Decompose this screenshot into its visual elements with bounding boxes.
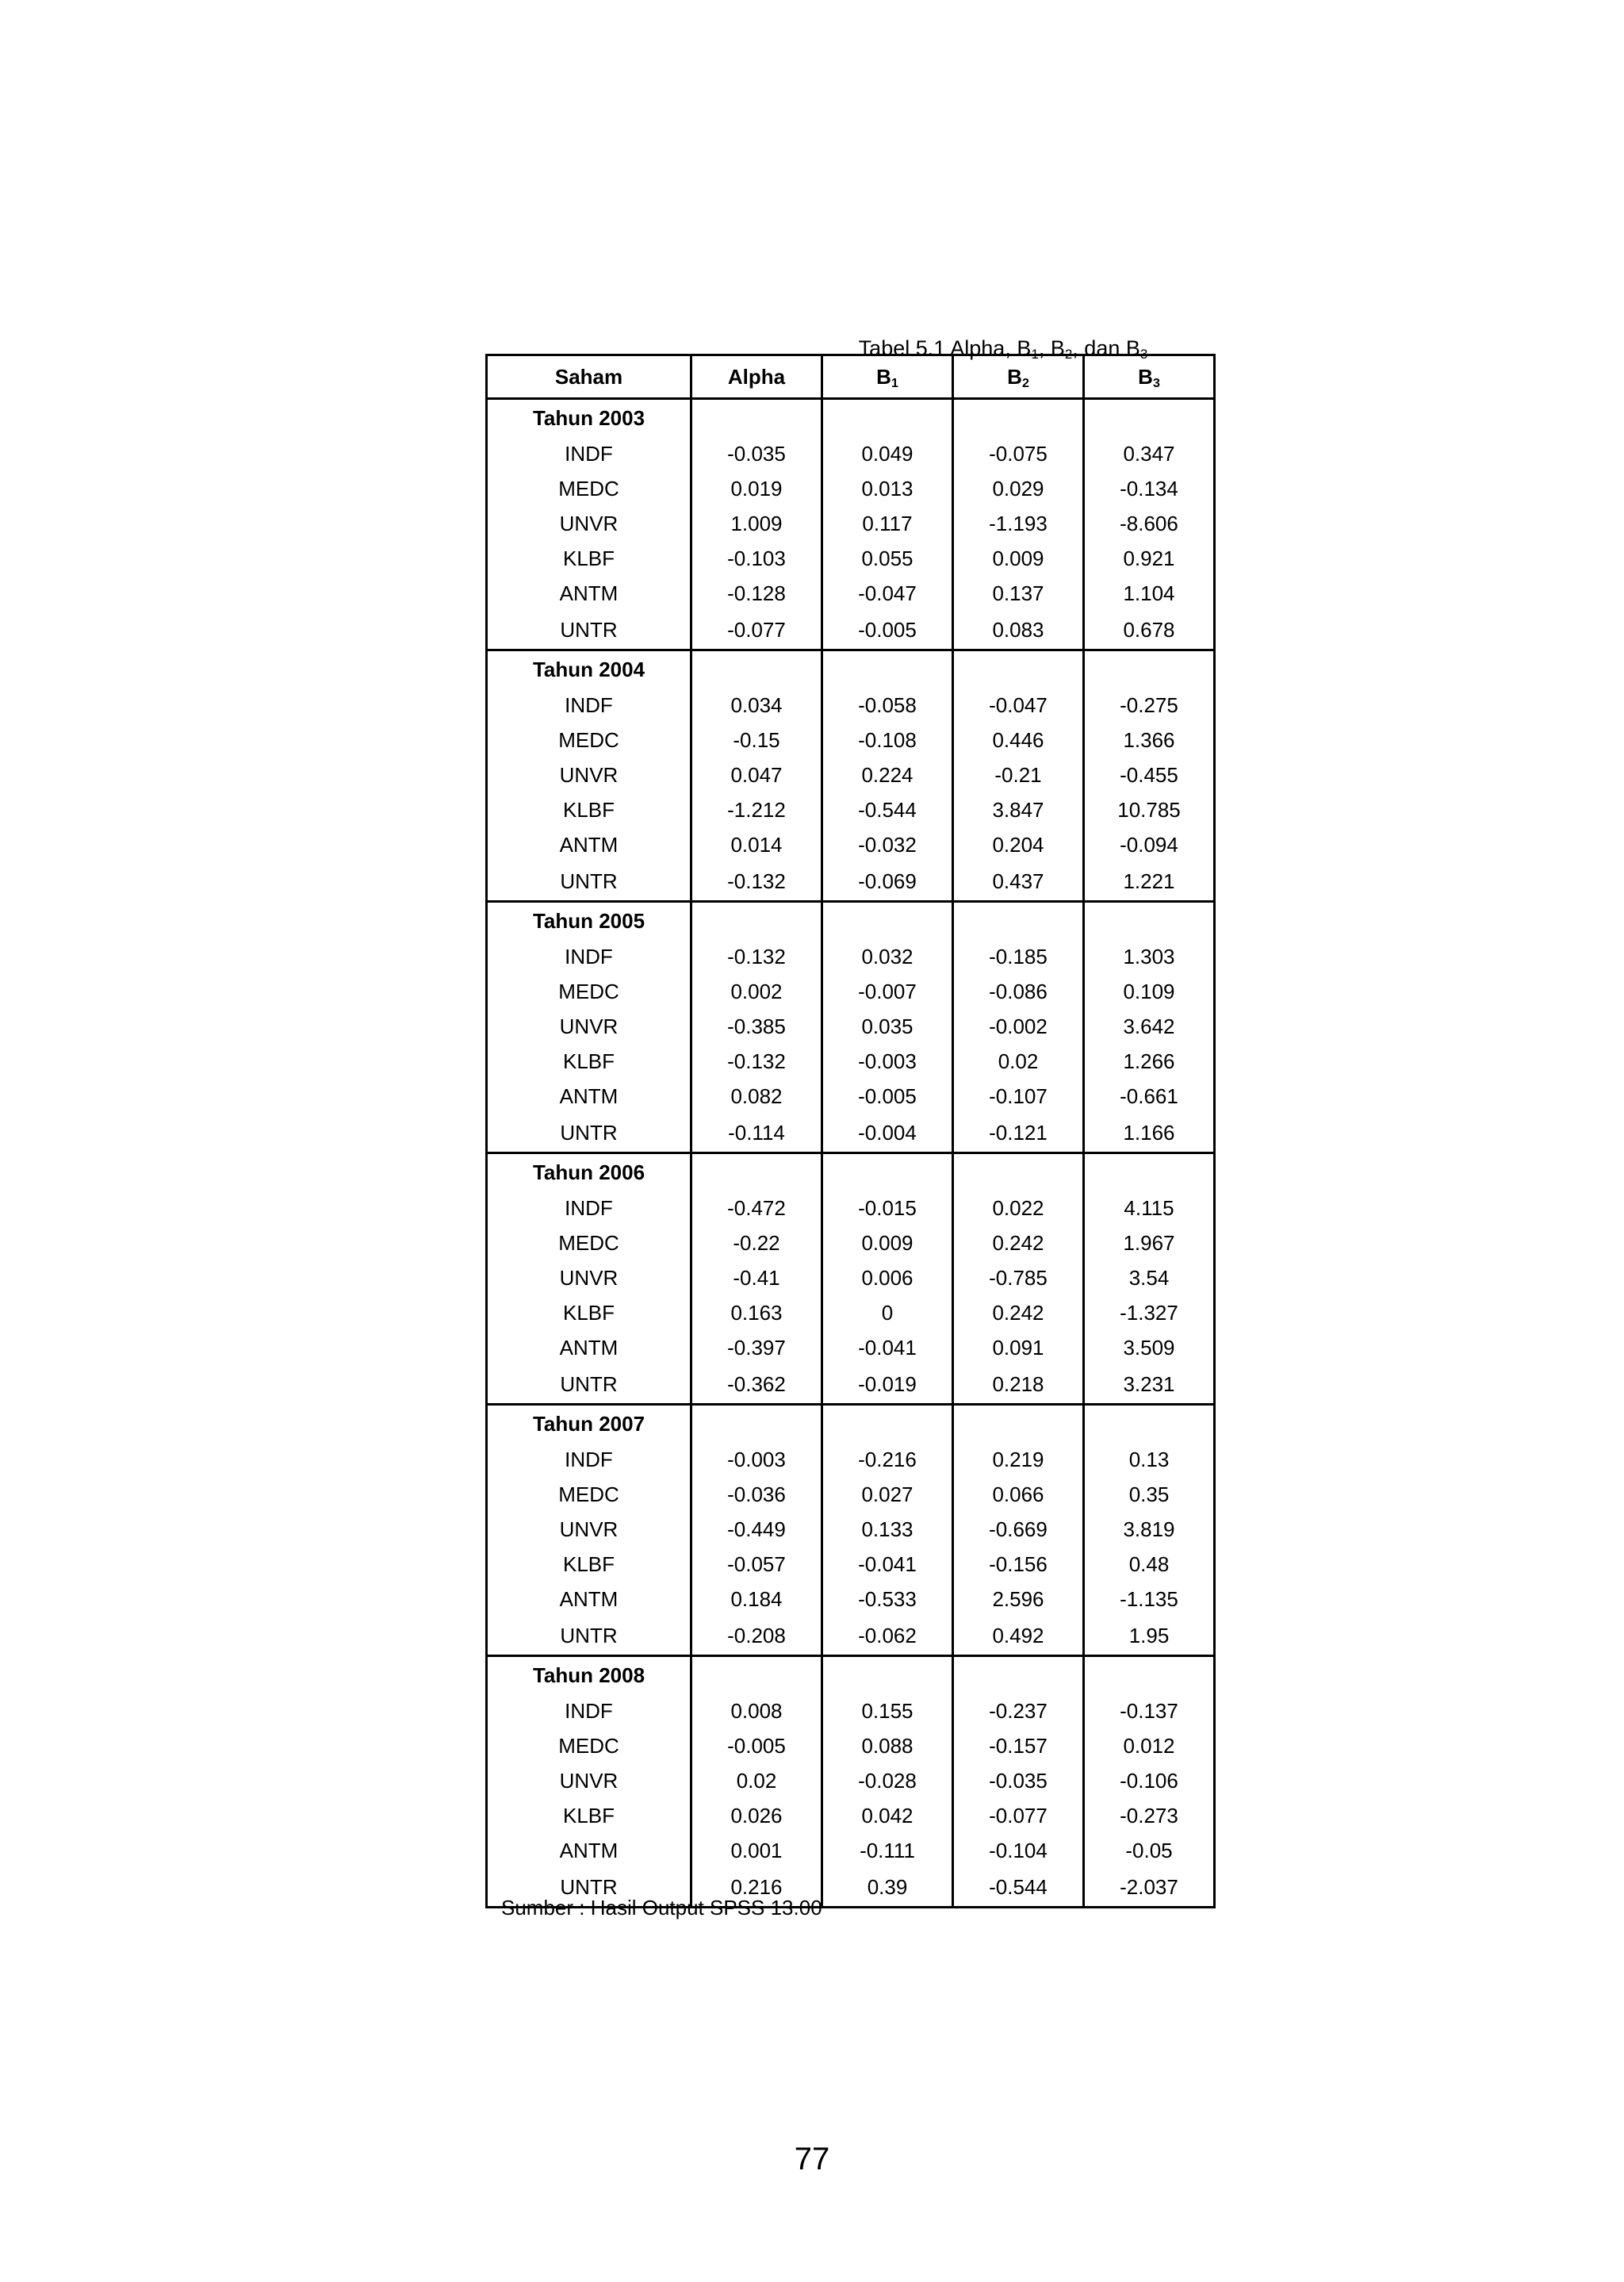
- cell-b3: 1.95: [1084, 1617, 1215, 1656]
- source-note: Sumber : Hasil Output SPSS 13.00: [501, 1896, 822, 1920]
- cell-b1: -0.032: [822, 827, 953, 862]
- empty-cell: [691, 1656, 822, 1694]
- cell-b1: 0.032: [822, 939, 953, 974]
- cell-alpha: 0.163: [691, 1295, 822, 1330]
- cell-b2: 3.847: [953, 792, 1084, 827]
- year-row: [487, 650, 1215, 688]
- empty-cell: [822, 1153, 953, 1191]
- cell-b1: 0.088: [822, 1728, 953, 1763]
- year-row: [487, 902, 1215, 940]
- cell-b1: -0.216: [822, 1442, 953, 1477]
- cell-alpha: -0.005: [691, 1728, 822, 1763]
- cell-alpha: -0.077: [691, 611, 822, 650]
- cell-saham: UNTR: [487, 1114, 691, 1153]
- table-row: [487, 1225, 1215, 1260]
- cell-alpha: -0.132: [691, 1044, 822, 1079]
- empty-cell: [691, 1153, 822, 1191]
- cell-b2: 0.218: [953, 1365, 1084, 1405]
- cell-alpha: -0.035: [691, 436, 822, 471]
- cell-b1: 0.009: [822, 1225, 953, 1260]
- cell-saham: INDF: [487, 436, 691, 471]
- table-row: [487, 1330, 1215, 1365]
- year-row: [487, 1656, 1215, 1694]
- cell-saham: MEDC: [487, 1225, 691, 1260]
- table-row: [487, 827, 1215, 862]
- cell-b2: 2.596: [953, 1582, 1084, 1617]
- year-label: Tahun 2005: [487, 902, 691, 940]
- cell-b1: -0.047: [822, 576, 953, 611]
- cell-b3: 3.509: [1084, 1330, 1215, 1365]
- cell-alpha: 0.184: [691, 1582, 822, 1617]
- cell-alpha: 1.009: [691, 506, 822, 541]
- cell-b3: 0.921: [1084, 541, 1215, 576]
- year-row: [487, 399, 1215, 437]
- cell-b3: 1.221: [1084, 862, 1215, 902]
- cell-b3: -0.275: [1084, 688, 1215, 723]
- cell-saham: UNVR: [487, 1009, 691, 1044]
- cell-b2: -0.121: [953, 1114, 1084, 1153]
- cell-saham: UNVR: [487, 1260, 691, 1295]
- cell-b1: -0.111: [822, 1833, 953, 1868]
- cell-b3: -0.273: [1084, 1798, 1215, 1833]
- table-row: [487, 1798, 1215, 1833]
- cell-saham: KLBF: [487, 1798, 691, 1833]
- cell-b2: 0.091: [953, 1330, 1084, 1365]
- cell-saham: ANTM: [487, 1582, 691, 1617]
- cell-b1: -0.058: [822, 688, 953, 723]
- cell-b3: 3.642: [1084, 1009, 1215, 1044]
- empty-cell: [953, 399, 1084, 437]
- cell-b1: 0.013: [822, 471, 953, 506]
- cell-alpha: -0.003: [691, 1442, 822, 1477]
- cell-saham: UNVR: [487, 1512, 691, 1547]
- table-row: [487, 1114, 1215, 1153]
- empty-cell: [953, 1153, 1084, 1191]
- cell-b3: 0.012: [1084, 1728, 1215, 1763]
- cell-alpha: -0.128: [691, 576, 822, 611]
- cell-saham: UNTR: [487, 1617, 691, 1656]
- empty-cell: [1084, 650, 1215, 688]
- cell-b2: 0.219: [953, 1442, 1084, 1477]
- cell-b2: -0.185: [953, 939, 1084, 974]
- table-row: [487, 1582, 1215, 1617]
- cell-alpha: -0.472: [691, 1191, 822, 1225]
- empty-cell: [953, 650, 1084, 688]
- cell-b3: 0.35: [1084, 1477, 1215, 1512]
- year-row: [487, 1153, 1215, 1191]
- cell-alpha: -0.114: [691, 1114, 822, 1153]
- cell-b1: 0.035: [822, 1009, 953, 1044]
- cell-b3: 1.104: [1084, 576, 1215, 611]
- cell-b1: -0.533: [822, 1582, 953, 1617]
- cell-b1: 0: [822, 1295, 953, 1330]
- cell-b1: -0.005: [822, 1079, 953, 1114]
- cell-alpha: 0.034: [691, 688, 822, 723]
- cell-b1: 0.39: [822, 1868, 953, 1908]
- year-row: [487, 1405, 1215, 1443]
- cell-b1: -0.041: [822, 1330, 953, 1365]
- table-row: [487, 1191, 1215, 1225]
- table-row: [487, 1260, 1215, 1295]
- cell-b3: 1.967: [1084, 1225, 1215, 1260]
- table-row: [487, 436, 1215, 471]
- cell-b1: -0.041: [822, 1547, 953, 1582]
- cell-b2: -0.077: [953, 1798, 1084, 1833]
- empty-cell: [1084, 902, 1215, 940]
- empty-cell: [822, 902, 953, 940]
- cell-b3: -0.106: [1084, 1763, 1215, 1798]
- cell-alpha: -0.132: [691, 939, 822, 974]
- header-row: [487, 355, 1215, 399]
- table-row: [487, 576, 1215, 611]
- cell-b1: -0.028: [822, 1763, 953, 1798]
- cell-b3: 4.115: [1084, 1191, 1215, 1225]
- cell-b3: -0.05: [1084, 1833, 1215, 1868]
- cell-b2: 0.029: [953, 471, 1084, 506]
- cell-saham: INDF: [487, 1693, 691, 1728]
- table-row: [487, 688, 1215, 723]
- cell-saham: ANTM: [487, 1833, 691, 1868]
- table-row: [487, 1365, 1215, 1405]
- cell-alpha: 0.047: [691, 757, 822, 792]
- cell-b3: 1.166: [1084, 1114, 1215, 1153]
- cell-b1: -0.544: [822, 792, 953, 827]
- cell-b2: -0.086: [953, 974, 1084, 1009]
- header-saham: Saham: [487, 355, 691, 399]
- table-row: [487, 471, 1215, 506]
- cell-saham: MEDC: [487, 1477, 691, 1512]
- cell-b1: 0.055: [822, 541, 953, 576]
- cell-saham: KLBF: [487, 792, 691, 827]
- cell-b3: 3.54: [1084, 1260, 1215, 1295]
- table-row: [487, 723, 1215, 757]
- year-label: Tahun 2007: [487, 1405, 691, 1443]
- cell-b1: -0.062: [822, 1617, 953, 1656]
- table-row: [487, 506, 1215, 541]
- empty-cell: [1084, 1153, 1215, 1191]
- table-row: [487, 1728, 1215, 1763]
- cell-b2: 0.492: [953, 1617, 1084, 1656]
- cell-b2: 0.204: [953, 827, 1084, 862]
- header-b2: $B_2$: [953, 355, 1084, 399]
- empty-cell: [822, 650, 953, 688]
- cell-b3: 0.678: [1084, 611, 1215, 650]
- cell-b3: 0.109: [1084, 974, 1215, 1009]
- table-row: [487, 611, 1215, 650]
- empty-cell: [953, 1405, 1084, 1443]
- cell-b2: -0.669: [953, 1512, 1084, 1547]
- cell-b2: -0.157: [953, 1728, 1084, 1763]
- cell-alpha: 0.026: [691, 1798, 822, 1833]
- cell-saham: MEDC: [487, 974, 691, 1009]
- empty-cell: [953, 1656, 1084, 1694]
- year-group: [487, 1405, 1215, 1656]
- table-row: [487, 1512, 1215, 1547]
- cell-b3: 10.785: [1084, 792, 1215, 827]
- cell-b1: -0.015: [822, 1191, 953, 1225]
- empty-cell: [822, 1405, 953, 1443]
- header-b1: $B_1$: [822, 355, 953, 399]
- cell-saham: MEDC: [487, 471, 691, 506]
- cell-saham: KLBF: [487, 1547, 691, 1582]
- cell-b1: 0.042: [822, 1798, 953, 1833]
- year-label: Tahun 2003: [487, 399, 691, 437]
- cell-b1: -0.005: [822, 611, 953, 650]
- cell-b3: 0.13: [1084, 1442, 1215, 1477]
- cell-b2: 0.446: [953, 723, 1084, 757]
- cell-saham: UNVR: [487, 757, 691, 792]
- cell-b2: -0.21: [953, 757, 1084, 792]
- cell-b3: 3.819: [1084, 1512, 1215, 1547]
- cell-b3: -1.135: [1084, 1582, 1215, 1617]
- cell-alpha: -0.15: [691, 723, 822, 757]
- table-row: [487, 1547, 1215, 1582]
- cell-alpha: -0.103: [691, 541, 822, 576]
- cell-saham: UNTR: [487, 862, 691, 902]
- cell-b3: -0.094: [1084, 827, 1215, 862]
- cell-saham: INDF: [487, 1191, 691, 1225]
- cell-b2: -0.047: [953, 688, 1084, 723]
- cell-alpha: 0.008: [691, 1693, 822, 1728]
- table-row: [487, 1693, 1215, 1728]
- cell-b1: 0.049: [822, 436, 953, 471]
- empty-cell: [691, 902, 822, 940]
- cell-b2: 0.009: [953, 541, 1084, 576]
- table-row: [487, 1079, 1215, 1114]
- cell-saham: UNTR: [487, 1365, 691, 1405]
- cell-saham: KLBF: [487, 1044, 691, 1079]
- cell-b1: 0.155: [822, 1693, 953, 1728]
- empty-cell: [1084, 1405, 1215, 1443]
- cell-b3: -1.327: [1084, 1295, 1215, 1330]
- cell-b2: 0.083: [953, 611, 1084, 650]
- cell-saham: UNVR: [487, 506, 691, 541]
- cell-b2: -0.035: [953, 1763, 1084, 1798]
- cell-saham: KLBF: [487, 541, 691, 576]
- cell-b2: -0.237: [953, 1693, 1084, 1728]
- year-group: [487, 650, 1215, 902]
- cell-alpha: 0.002: [691, 974, 822, 1009]
- empty-cell: [691, 650, 822, 688]
- year-label: Tahun 2004: [487, 650, 691, 688]
- cell-saham: MEDC: [487, 723, 691, 757]
- header-alpha: Alpha: [691, 355, 822, 399]
- cell-alpha: 0.02: [691, 1763, 822, 1798]
- cell-b2: 0.437: [953, 862, 1084, 902]
- cell-b3: 1.266: [1084, 1044, 1215, 1079]
- year-group: [487, 902, 1215, 1153]
- cell-b1: -0.003: [822, 1044, 953, 1079]
- table-row: [487, 939, 1215, 974]
- cell-saham: INDF: [487, 939, 691, 974]
- cell-alpha: -0.41: [691, 1260, 822, 1295]
- cell-alpha: 0.216: [691, 1868, 822, 1908]
- table-row: [487, 1295, 1215, 1330]
- cell-b2: 0.137: [953, 576, 1084, 611]
- cell-alpha: 0.014: [691, 827, 822, 862]
- cell-b2: -0.002: [953, 1009, 1084, 1044]
- year-group: [487, 1656, 1215, 1908]
- header-b3: $B_3$: [1084, 355, 1215, 399]
- cell-saham: ANTM: [487, 1079, 691, 1114]
- cell-alpha: -0.449: [691, 1512, 822, 1547]
- cell-b1: 0.117: [822, 506, 953, 541]
- cell-alpha: 0.019: [691, 471, 822, 506]
- cell-saham: INDF: [487, 1442, 691, 1477]
- empty-cell: [822, 399, 953, 437]
- cell-alpha: -0.036: [691, 1477, 822, 1512]
- cell-saham: INDF: [487, 688, 691, 723]
- cell-alpha: 0.001: [691, 1833, 822, 1868]
- table-row: [487, 541, 1215, 576]
- table-row: [487, 1044, 1215, 1079]
- cell-b1: -0.007: [822, 974, 953, 1009]
- cell-b3: -0.134: [1084, 471, 1215, 506]
- cell-alpha: -0.22: [691, 1225, 822, 1260]
- cell-b1: 0.224: [822, 757, 953, 792]
- year-label: Tahun 2008: [487, 1656, 691, 1694]
- cell-saham: KLBF: [487, 1295, 691, 1330]
- cell-b1: -0.108: [822, 723, 953, 757]
- beta-table: [485, 354, 1216, 1908]
- page-number: 77: [794, 2142, 830, 2177]
- table-caption: Tabel 5.1 Alpha, $B_1$, $B_2$, dan $B_3$: [858, 336, 1148, 362]
- cell-saham: UNVR: [487, 1763, 691, 1798]
- cell-b3: 0.48: [1084, 1547, 1215, 1582]
- empty-cell: [691, 399, 822, 437]
- year-label: Tahun 2006: [487, 1153, 691, 1191]
- cell-b2: 0.066: [953, 1477, 1084, 1512]
- table-row: [487, 1477, 1215, 1512]
- cell-saham: ANTM: [487, 827, 691, 862]
- year-group: [487, 1153, 1215, 1405]
- cell-b3: -0.661: [1084, 1079, 1215, 1114]
- empty-cell: [1084, 1656, 1215, 1694]
- cell-b2: -0.075: [953, 436, 1084, 471]
- cell-b1: -0.069: [822, 862, 953, 902]
- cell-saham: MEDC: [487, 1728, 691, 1763]
- empty-cell: [953, 902, 1084, 940]
- cell-b3: 1.366: [1084, 723, 1215, 757]
- table-row: [487, 1617, 1215, 1656]
- cell-b3: -2.037: [1084, 1868, 1215, 1908]
- cell-b2: 0.02: [953, 1044, 1084, 1079]
- table-row: [487, 1763, 1215, 1798]
- table-row: [487, 862, 1215, 902]
- cell-b1: 0.133: [822, 1512, 953, 1547]
- cell-b1: 0.027: [822, 1477, 953, 1512]
- cell-alpha: -0.397: [691, 1330, 822, 1365]
- cell-b3: -0.137: [1084, 1693, 1215, 1728]
- cell-b2: -1.193: [953, 506, 1084, 541]
- cell-b1: -0.004: [822, 1114, 953, 1153]
- empty-cell: [822, 1656, 953, 1694]
- cell-b2: -0.156: [953, 1547, 1084, 1582]
- table-row: [487, 792, 1215, 827]
- table-row: [487, 1009, 1215, 1044]
- cell-b3: 0.347: [1084, 436, 1215, 471]
- cell-alpha: -0.132: [691, 862, 822, 902]
- cell-alpha: -0.057: [691, 1547, 822, 1582]
- cell-saham: UNTR: [487, 1868, 691, 1908]
- cell-b1: 0.006: [822, 1260, 953, 1295]
- cell-saham: ANTM: [487, 1330, 691, 1365]
- cell-b1: -0.019: [822, 1365, 953, 1405]
- table-row: [487, 1442, 1215, 1477]
- cell-saham: UNTR: [487, 611, 691, 650]
- year-group: [487, 399, 1215, 650]
- cell-alpha: 0.082: [691, 1079, 822, 1114]
- cell-b2: 0.022: [953, 1191, 1084, 1225]
- cell-b2: 0.242: [953, 1225, 1084, 1260]
- cell-alpha: -0.362: [691, 1365, 822, 1405]
- table-row: [487, 1833, 1215, 1868]
- cell-alpha: -0.208: [691, 1617, 822, 1656]
- cell-alpha: -1.212: [691, 792, 822, 827]
- cell-alpha: -0.385: [691, 1009, 822, 1044]
- empty-cell: [691, 1405, 822, 1443]
- cell-b2: -0.785: [953, 1260, 1084, 1295]
- cell-b2: -0.107: [953, 1079, 1084, 1114]
- empty-cell: [1084, 399, 1215, 437]
- table-row: [487, 757, 1215, 792]
- cell-b2: -0.544: [953, 1868, 1084, 1908]
- table-row: [487, 974, 1215, 1009]
- cell-b3: -8.606: [1084, 506, 1215, 541]
- cell-b3: 1.303: [1084, 939, 1215, 974]
- cell-b3: 3.231: [1084, 1365, 1215, 1405]
- cell-b2: 0.242: [953, 1295, 1084, 1330]
- cell-saham: ANTM: [487, 576, 691, 611]
- cell-b2: -0.104: [953, 1833, 1084, 1868]
- cell-b3: -0.455: [1084, 757, 1215, 792]
